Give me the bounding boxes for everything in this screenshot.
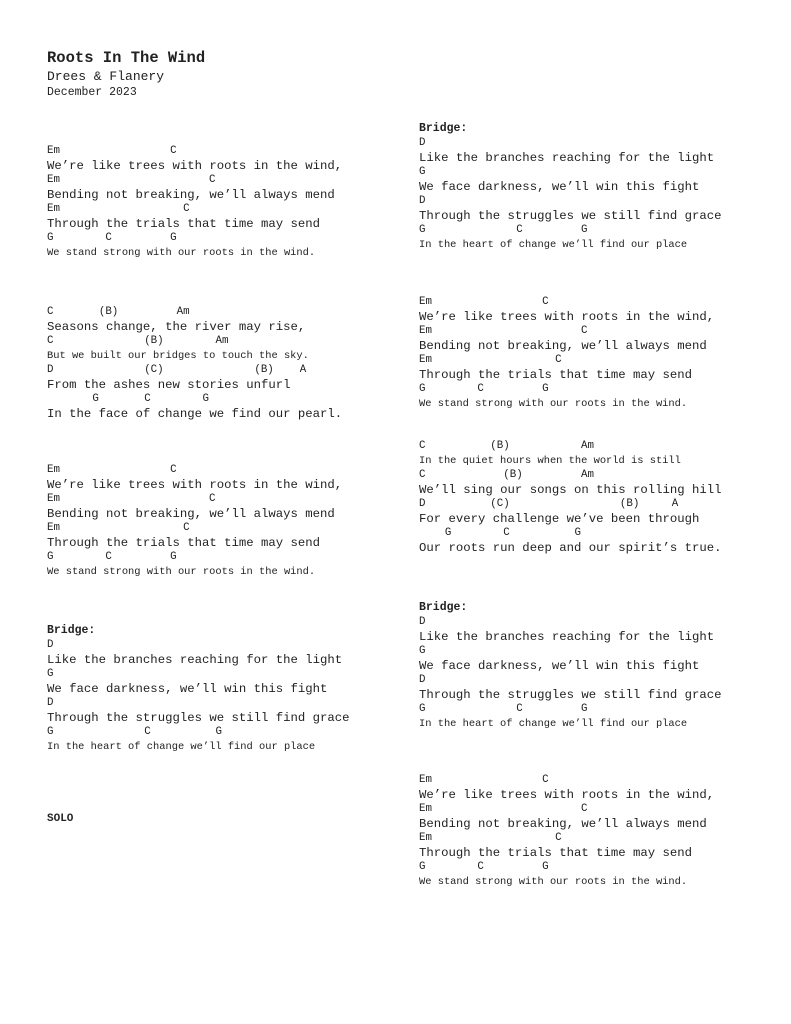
chord-line: D xyxy=(419,195,426,208)
lyric-line: Through the trials that time may send xyxy=(419,845,693,860)
chord-line: D xyxy=(47,697,54,710)
lyric-line: Through the struggles we still find grace xyxy=(419,208,722,223)
lyric-line: We’re like trees with roots in the wind, xyxy=(47,477,343,492)
chorus-section xyxy=(419,773,714,889)
chord-line: Em C xyxy=(47,145,177,157)
lyric-line: We’re like trees with roots in the wind, xyxy=(419,309,715,324)
chord-line: G C G xyxy=(419,527,581,540)
lyric-line: Through the trials that time may send xyxy=(419,367,693,382)
lyric-line: But we built our bridges to touch the sky. xyxy=(47,349,309,362)
lyric-line: Like the branches reaching for the light xyxy=(419,150,715,165)
verse-section xyxy=(419,439,722,555)
lyric-line: We face darkness, we’ll win this fight xyxy=(419,179,700,194)
verse-section xyxy=(47,305,342,421)
section-label: Bridge: xyxy=(419,601,468,614)
chord-line: G C G xyxy=(47,551,177,564)
chorus-section xyxy=(419,295,714,411)
lyric-line: We stand strong with our roots in the wind. xyxy=(419,397,688,410)
chord-line: G xyxy=(47,668,54,681)
lyric-line: Bending not breaking, we’ll always mend xyxy=(47,506,335,521)
lyric-line: We’re like trees with roots in the wind, xyxy=(419,787,715,802)
lyric-line: In the quiet hours when the world is still xyxy=(419,454,681,467)
chord-line: Em C xyxy=(419,774,549,786)
lyric-line: We’ll sing our songs on this rolling hill xyxy=(419,482,722,497)
bridge-section xyxy=(419,600,722,731)
lyric-line: Through the struggles we still find grace xyxy=(47,710,350,725)
lyric-line: Bending not breaking, we’ll always mend xyxy=(47,187,335,202)
chord-line: Em C xyxy=(47,464,177,476)
lyric-line: We’re like trees with roots in the wind, xyxy=(47,158,343,173)
lyric-line: For every challenge we’ve been through xyxy=(419,511,700,526)
chord-line: C (B) Am xyxy=(419,440,594,452)
chord-line: C (B) Am xyxy=(47,335,229,348)
chord-line: G C G xyxy=(47,726,222,739)
chord-line: D (C) (B) A xyxy=(419,498,679,511)
lyric-line: We stand strong with our roots in the wind. xyxy=(47,565,316,578)
song-header xyxy=(47,48,205,100)
lyric-line: Like the branches reaching for the light xyxy=(47,652,343,667)
chord-line: C (B) Am xyxy=(47,306,190,318)
solo-section xyxy=(47,812,73,826)
chord-line: Em C xyxy=(47,174,216,187)
lyric-line: We face darkness, we’ll win this fight xyxy=(47,681,328,696)
lyric-line: Seasons change, the river may rise, xyxy=(47,319,306,334)
chord-line: D xyxy=(419,616,426,628)
chord-line: G C G xyxy=(47,232,177,245)
chord-line: G C G xyxy=(419,383,549,396)
bridge-section xyxy=(419,121,722,252)
solo-label: SOLO xyxy=(47,813,74,825)
section-label: Bridge: xyxy=(419,122,468,135)
chord-line: G C G xyxy=(419,224,588,237)
lyric-line: In the heart of change we’ll find our place xyxy=(419,717,688,730)
chord-line: D xyxy=(419,137,426,149)
chord-line: Em C xyxy=(419,325,588,338)
lyric-line: Like the branches reaching for the light xyxy=(419,629,715,644)
lyric-line: Bending not breaking, we’ll always mend xyxy=(419,816,707,831)
chord-line: Em C xyxy=(419,354,562,367)
chord-line: G xyxy=(419,645,426,658)
lyric-line: In the heart of change we’ll find our place xyxy=(419,238,688,251)
lyric-line: We face darkness, we’ll win this fight xyxy=(419,658,700,673)
bridge-section xyxy=(47,623,350,754)
chorus-section xyxy=(47,463,342,579)
song-title: Roots In The Wind xyxy=(47,49,206,67)
chord-line: Em C xyxy=(419,832,562,845)
lyric-line: Through the trials that time may send xyxy=(47,216,321,231)
lyric-line: Bending not breaking, we’ll always mend xyxy=(419,338,707,353)
chord-line: D (C) (B) A xyxy=(47,364,307,377)
chord-line: G xyxy=(419,166,426,179)
chord-line: Em C xyxy=(47,522,190,535)
verse-section xyxy=(47,144,342,260)
lyric-line: From the ashes new stories unfurl xyxy=(47,377,291,392)
lyric-line: In the heart of change we’ll find our place xyxy=(47,740,316,753)
chord-line: D xyxy=(47,639,54,651)
lyric-line: We stand strong with our roots in the wind. xyxy=(419,875,688,888)
lyric-line: Through the trials that time may send xyxy=(47,535,321,550)
chord-line: G C G xyxy=(419,703,588,716)
song-artist: Drees & Flanery xyxy=(47,69,165,84)
chord-line: G C G xyxy=(419,861,549,874)
chord-line: Em C xyxy=(419,803,588,816)
chord-line: C (B) Am xyxy=(419,469,594,482)
chord-line: Em C xyxy=(47,493,216,506)
lyric-line: Our roots run deep and our spirit’s true. xyxy=(419,540,722,555)
song-date: December 2023 xyxy=(47,86,137,99)
chord-line: Em C xyxy=(47,203,190,216)
lyric-line: In the face of change we find our pearl. xyxy=(47,406,343,421)
section-label: Bridge: xyxy=(47,624,96,637)
lyric-line: Through the struggles we still find grace xyxy=(419,687,722,702)
chord-line: G C G xyxy=(47,393,209,406)
chord-line: D xyxy=(419,674,426,687)
chord-line: Em C xyxy=(419,296,549,308)
lyric-line: We stand strong with our roots in the wind. xyxy=(47,246,316,259)
